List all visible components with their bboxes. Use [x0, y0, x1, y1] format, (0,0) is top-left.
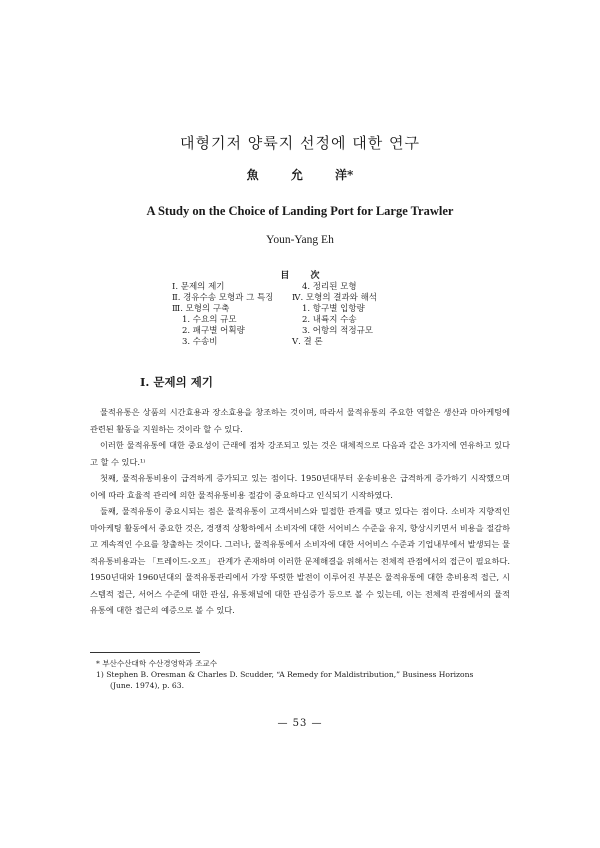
toc-item: Ⅳ. 모형의 결과와 해석 — [292, 293, 377, 303]
toc-item: 4. 정리된 모형 — [302, 282, 357, 292]
toc-left-column — [172, 282, 273, 348]
paragraph: 첫째, 물적유통비용이 급격하게 증가되고 있는 점이다. 1950년대부터 운송비용은 급격하게 증가하기 시작했으며 이에 따라 효율적 관리에 의한 물적유통비용 절감이 중요하다고 인식되기 시작하였다. — [90, 473, 510, 500]
body-text — [90, 404, 510, 619]
toc-right-column — [292, 282, 377, 348]
toc-item: 1. 항구별 입항량 — [302, 304, 365, 314]
footnotes — [96, 658, 510, 691]
paragraph: 이러한 물적유통에 대한 중요성이 근래에 점차 강조되고 있는 것은 대체적으로 다음과 같은 3가지에 연유하고 있다고 할 수 있다.¹⁾ — [90, 440, 510, 467]
footnote-1: 1) Stephen B. Oresman & Charles D. Scudder, “A Remedy for Maldistribution,” Business Horizons — [96, 670, 474, 679]
footnote-1-continued: (June. 1974), p. 63. — [110, 681, 184, 690]
toc-heading: 目 次 — [280, 271, 320, 281]
paragraph: 둘째, 물적유통이 중요시되는 점은 물적유통이 고객서비스와 밀접한 관계를 맺고 있다는 점이다. 소비자 지향적인 마아케팅 활동에서 중요한 것은, 경쟁적 상황하에서 소비자에 대한 서어비스 수준을 유지, 향상시키면서 비용을 절감하고 계속적인 수요를 창출하는 것이다. 그러나, 물적유통에서 소비자에 대한 서어비스 수준과 기업내부에서 발생되는 물적유통비용과는 「트레이드-오프」 관계가 존재하며 이러한 문제해결을 위해서는 전체적 관점에서의 접근이 필요하다. 1950년대와 1960년대의 물적유통관리에서 가장 뚜렷한 발전이 이루어진 부분은 물적유통에 대한 총비용적 접근, 시스템적 접근, 서어스 수준에 대한 관심, 유통채널에 대한 관심증가 등으로 볼 수 있는데, 이는 전체적 관점에서의 물적유통에 대한 접근의 예증으로 볼 수 있다. — [90, 506, 510, 615]
english-author: Youn-Yang Eh — [266, 234, 334, 246]
toc-item: Ⅴ. 결 론 — [292, 337, 323, 347]
footnote-divider — [90, 652, 200, 653]
toc-item: 1. 수요의 규모 — [182, 315, 237, 325]
toc-item: Ⅱ. 경유수송 모형과 그 특징 — [172, 293, 274, 303]
toc-item: 2. 패구별 어획량 — [182, 326, 245, 336]
page-number: — 53 — — [277, 718, 323, 729]
toc-item: Ⅲ. 모형의 구축 — [172, 304, 230, 314]
section-heading: Ⅰ. 문제의 제기 — [140, 375, 213, 389]
footnote-affiliation: * 부산수산대학 수산경영학과 조교수 — [96, 659, 218, 668]
toc-item: 2. 내륙지 수송 — [302, 315, 357, 325]
korean-author: 魚 允 洋* — [246, 168, 354, 182]
toc-item: 3. 어항의 적정규모 — [302, 326, 373, 336]
english-title: A Study on the Choice of Landing Port for Large Trawler — [146, 204, 454, 218]
toc-item: 3. 수송비 — [182, 337, 218, 347]
korean-title: 대형기저 양륙지 선정에 대한 연구 — [180, 134, 420, 152]
toc-item: Ⅰ. 문제의 제기 — [172, 282, 225, 292]
paragraph: 물적유통은 상품의 시간효용과 장소효용을 창조하는 것이며, 따라서 물적유통의 주요한 역할은 생산과 마아케팅에 관련된 활동을 지원하는 것이라 할 수 있다. — [90, 407, 510, 434]
